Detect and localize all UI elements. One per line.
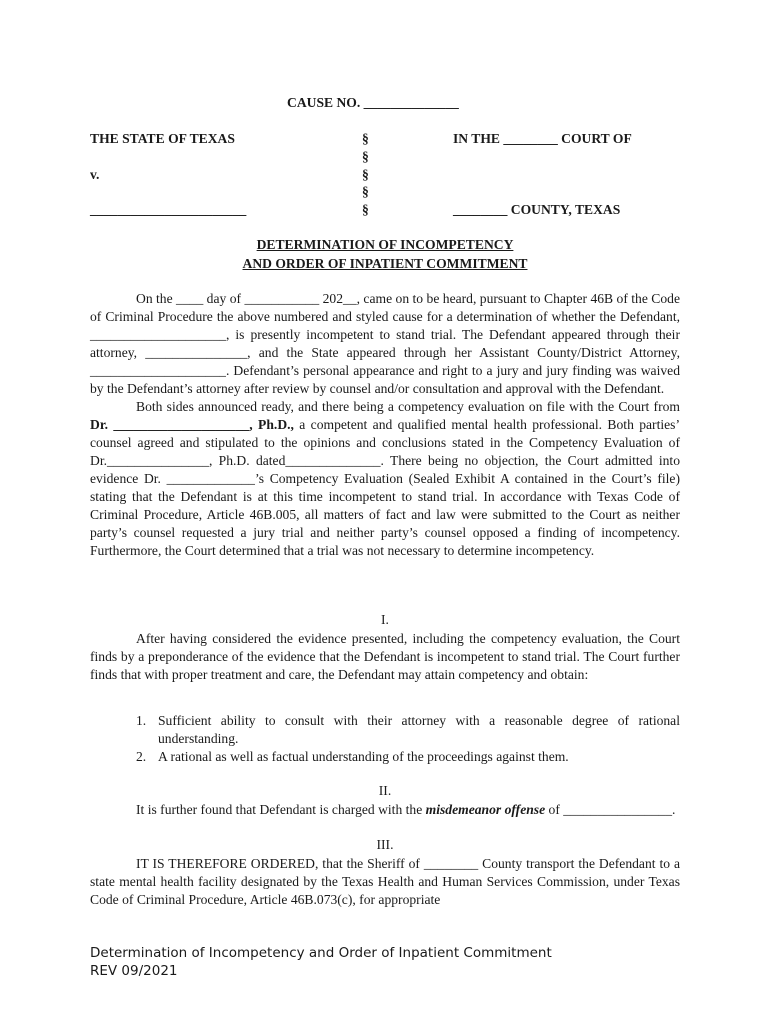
paragraph-evaluation-rest: a competent and qualified mental health professional. Both parties’ counsel agreed and stipulated to the opinions and conclusions stated in the Competency Evaluation of Dr._______________, Ph.D. dated______________. There being no objection, the Court admitted into evidence Dr. _____________’s Competency Evaluation (Sealed Exhibit A contained in the Court’s file) stating that the Defendant is at this time incompetent to stand trial. In accordance with Texas Code of Criminal Procedure, Article 46B.005, all matters of fact and law were submitted to the Court as neither party’s counsel requested a jury trial and neither party’s counsel opposed a finding of incompetency. Furthermore, the Court determined that a trial was not necessary to determine incompetency. (90, 417, 680, 558)
section-mark: § (362, 149, 369, 164)
list-item-text: Sufficient ability to consult with their attorney with a reasonable degree of rational understanding. (158, 713, 680, 746)
caption-county: ________ COUNTY, TEXAS (453, 202, 621, 217)
cause-number: CAUSE NO. ______________ (287, 95, 459, 110)
offense-type: misdemeanor offense (425, 802, 546, 817)
paragraph-findings: After having considered the evidence presented, including the competency evaluation, the Court finds by a preponderance of the evidence that the Defendant is incompetent to stand trial. The Court further finds that with proper treatment and care, the Defendant may attain competency and obtain: (90, 631, 680, 682)
section-mark: § (362, 131, 369, 146)
section-heading-2: II. (378, 783, 392, 798)
list-item-text: A rational as well as factual understanding of the proceedings against them. (158, 749, 569, 764)
section-mark: § (362, 202, 369, 217)
section-heading-1: I. (381, 612, 389, 627)
list-item-number: 2. (136, 749, 147, 764)
paragraph-evaluation-start: Both sides announced ready, and there being a competency evaluation on file with the Court from (136, 399, 680, 414)
caption-defendant-blank: _______________________ (90, 202, 247, 217)
section-1-body (90, 630, 680, 684)
doctor-name-field: Dr. ____________________, Ph.D., (90, 417, 294, 432)
caption-state: THE STATE OF TEXAS (90, 131, 235, 146)
findings-list (136, 712, 680, 766)
paragraph-charge-start: It is further found that Defendant is charged with the (136, 802, 426, 817)
list-item (136, 712, 680, 748)
page-footer (90, 944, 552, 980)
list-item (136, 748, 680, 766)
section-3-body (90, 855, 680, 909)
caption-court: IN THE ________ COURT OF (453, 131, 632, 146)
caption-versus: v. (90, 167, 100, 182)
section-mark: § (362, 167, 369, 182)
footer-title: Determination of Incompetency and Order of Inpatient Commitment (90, 945, 552, 961)
list-item-number: 1. (136, 713, 147, 728)
paragraph-charge-end: of ________________. (545, 802, 676, 817)
footer-revision: REV 09/2021 (90, 963, 178, 979)
paragraph-charge (90, 801, 680, 819)
body-paragraphs (90, 290, 680, 560)
document-title-line2: AND ORDER OF INPATIENT COMMITMENT (242, 256, 528, 271)
section-heading-3: III. (376, 837, 394, 852)
paragraph-hearing: On the ____ day of ___________ 202__, came on to be heard, pursuant to Chapter 46B of the Code of Criminal Procedure the above numbered and styled cause for a determination of whether the Defendant, ____________________, is presently incompetent to stand trial. The Defendant appeared through their attorney, _______________, and the State appeared through her Assistant County/District Attorney, ____________________. Defendant’s personal appearance and right to a jury and jury finding was waived by the Defendant’s attorney after review by counsel and/or consultation and approval with the Defendant. (90, 291, 680, 396)
section-mark: § (362, 184, 369, 199)
paragraph-order: IT IS THEREFORE ORDERED, that the Sheriff of ________ County transport the Defendant to a state mental health facility designated by the Texas Health and Human Services Commission, under Texas Code of Criminal Procedure, Article 46B.073(c), for appropriate (90, 856, 680, 907)
section-2-body (90, 801, 680, 819)
paragraph-evaluation (90, 398, 680, 560)
document-title-line1: DETERMINATION OF INCOMPETENCY (256, 237, 514, 252)
